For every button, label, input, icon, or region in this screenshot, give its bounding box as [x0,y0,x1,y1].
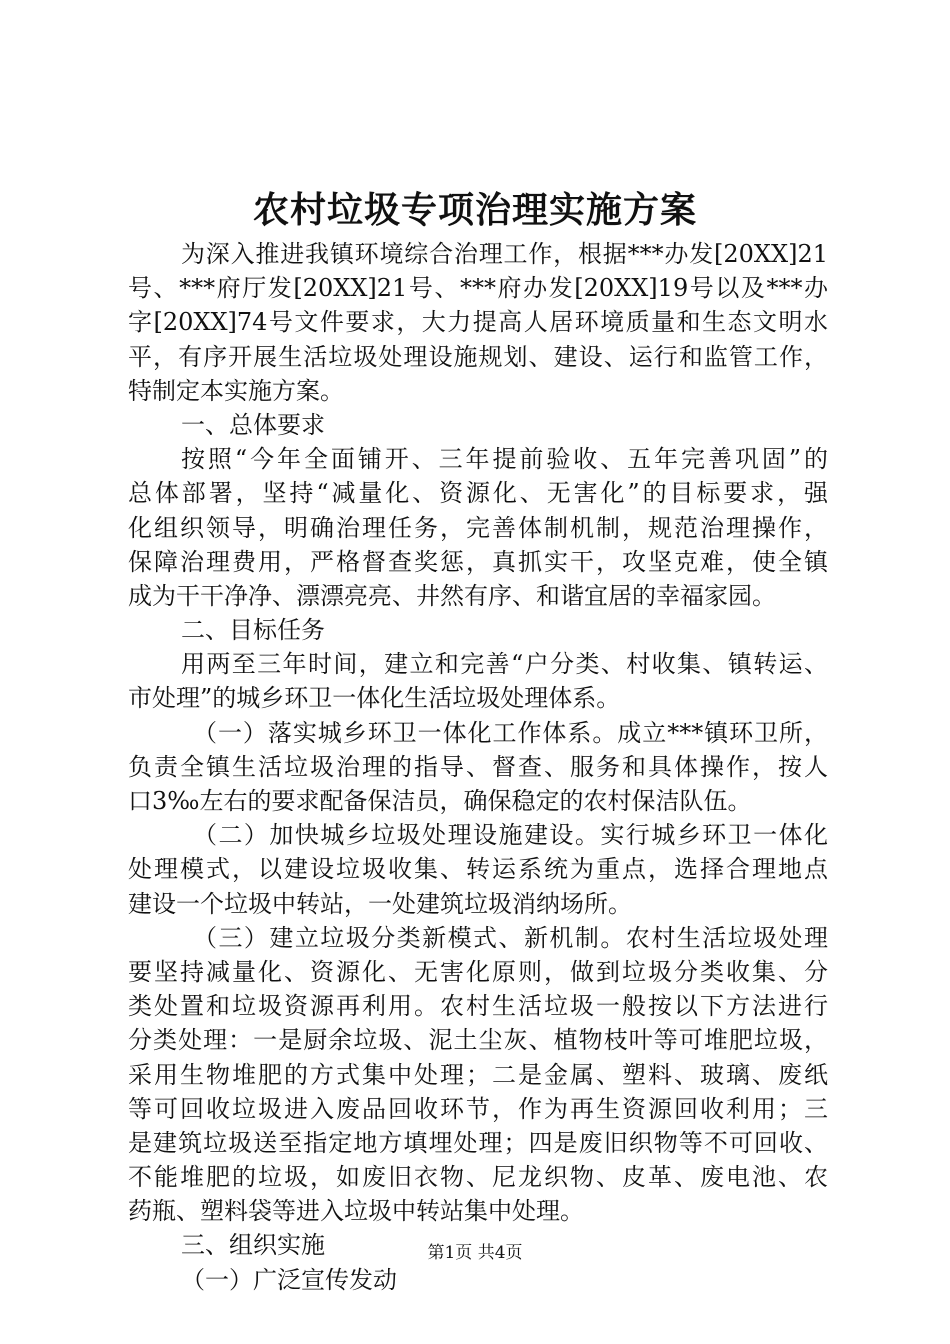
text-line: 要坚持减量化、资源化、无害化原则，做到垃圾分类收集、分 [128,957,828,986]
text-line: 不能堆肥的垃圾，如废旧衣物、尼龙织物、皮革、废电池、农 [128,1163,828,1192]
text-line: 处理模式，以建设垃圾收集、转运系统为重点，选择合理地点 [128,855,828,884]
text-line: 采用生物堆肥的方式集中处理；二是金属、塑料、玻璃、废纸 [128,1060,828,1089]
text-line: 口3‰左右的要求配备保洁员，确保稳定的农村保洁队伍。 [128,787,752,815]
document-title: 农村垃圾专项治理实施方案 [252,189,697,231]
text-line: 用两至三年时间，建立和完善“户分类、村收集、镇转运、 [181,650,828,679]
text-line: 药瓶、塑料袋等进入垃圾中转站集中处理。 [128,1197,584,1226]
text-line: 号、***府厅发[20XX]21号、***府办发[20XX]19号以及***办 [128,274,828,303]
text-line: 分类处理：一是厨余垃圾、泥土尘灰、植物枝叶等可堆肥垃圾， [128,1026,828,1055]
text-line: 化组织领导，明确治理任务，完善体制机制，规范治理操作， [128,513,828,542]
text-line: 保障治理费用，严格督查奖惩，真抓实干，攻坚克难，使全镇 [128,547,828,576]
text-line: 成为干干净净、漂漂亮亮、井然有序、和谐宜居的幸福家园。 [128,581,776,610]
text-line: 按照“今年全面铺开、三年提前验收、五年完善巩固”的 [181,445,828,474]
document-body [128,237,828,1297]
subsection-heading: （一）广泛宣传发动 [181,1265,397,1294]
text-line: 字[20XX]74号文件要求，大力提高人居环境质量和生态文明水 [128,308,828,337]
text-line: 负责全镇生活垃圾治理的指导、督查、服务和具体操作，按人 [128,752,828,781]
text-line: 是建筑垃圾送至指定地方填埋处理；四是废旧织物等不可回收、 [128,1128,828,1157]
text-line: 为深入推进我镇环境综合治理工作，根据***办发[20XX]21 [181,240,828,268]
section-heading: 一、总体要求 [181,410,325,439]
text-line: 市处理”的城乡环卫一体化生活垃圾处理体系。 [128,684,621,713]
text-line: 平，有序开展生活垃圾处理设施规划、建设、运行和监管工作， [128,342,828,371]
section-heading: 二、目标任务 [181,616,325,645]
text-line: 建设一个垃圾中转站，一处建筑垃圾消纳场所。 [128,889,632,918]
text-line: （三）建立垃圾分类新模式、新机制。农村生活垃圾处理 [193,923,828,952]
page-footer: 第1页 共4页 [427,1243,523,1263]
section-heading: 三、组织实施 [181,1231,325,1260]
text-line: （一）落实城乡环卫一体化工作体系。成立***镇环卫所， [193,718,828,747]
text-line: 总体部署，坚持“减量化、资源化、无害化”的目标要求，强 [128,479,828,508]
text-line: （二）加快城乡垃圾处理设施建设。实行城乡环卫一体化 [193,821,828,850]
text-line: 等可回收垃圾进入废品回收环节，作为再生资源回收利用；三 [128,1094,828,1123]
text-line: 类处置和垃圾资源再利用。农村生活垃圾一般按以下方法进行 [128,992,828,1021]
text-line: 特制定本实施方案。 [128,376,344,405]
